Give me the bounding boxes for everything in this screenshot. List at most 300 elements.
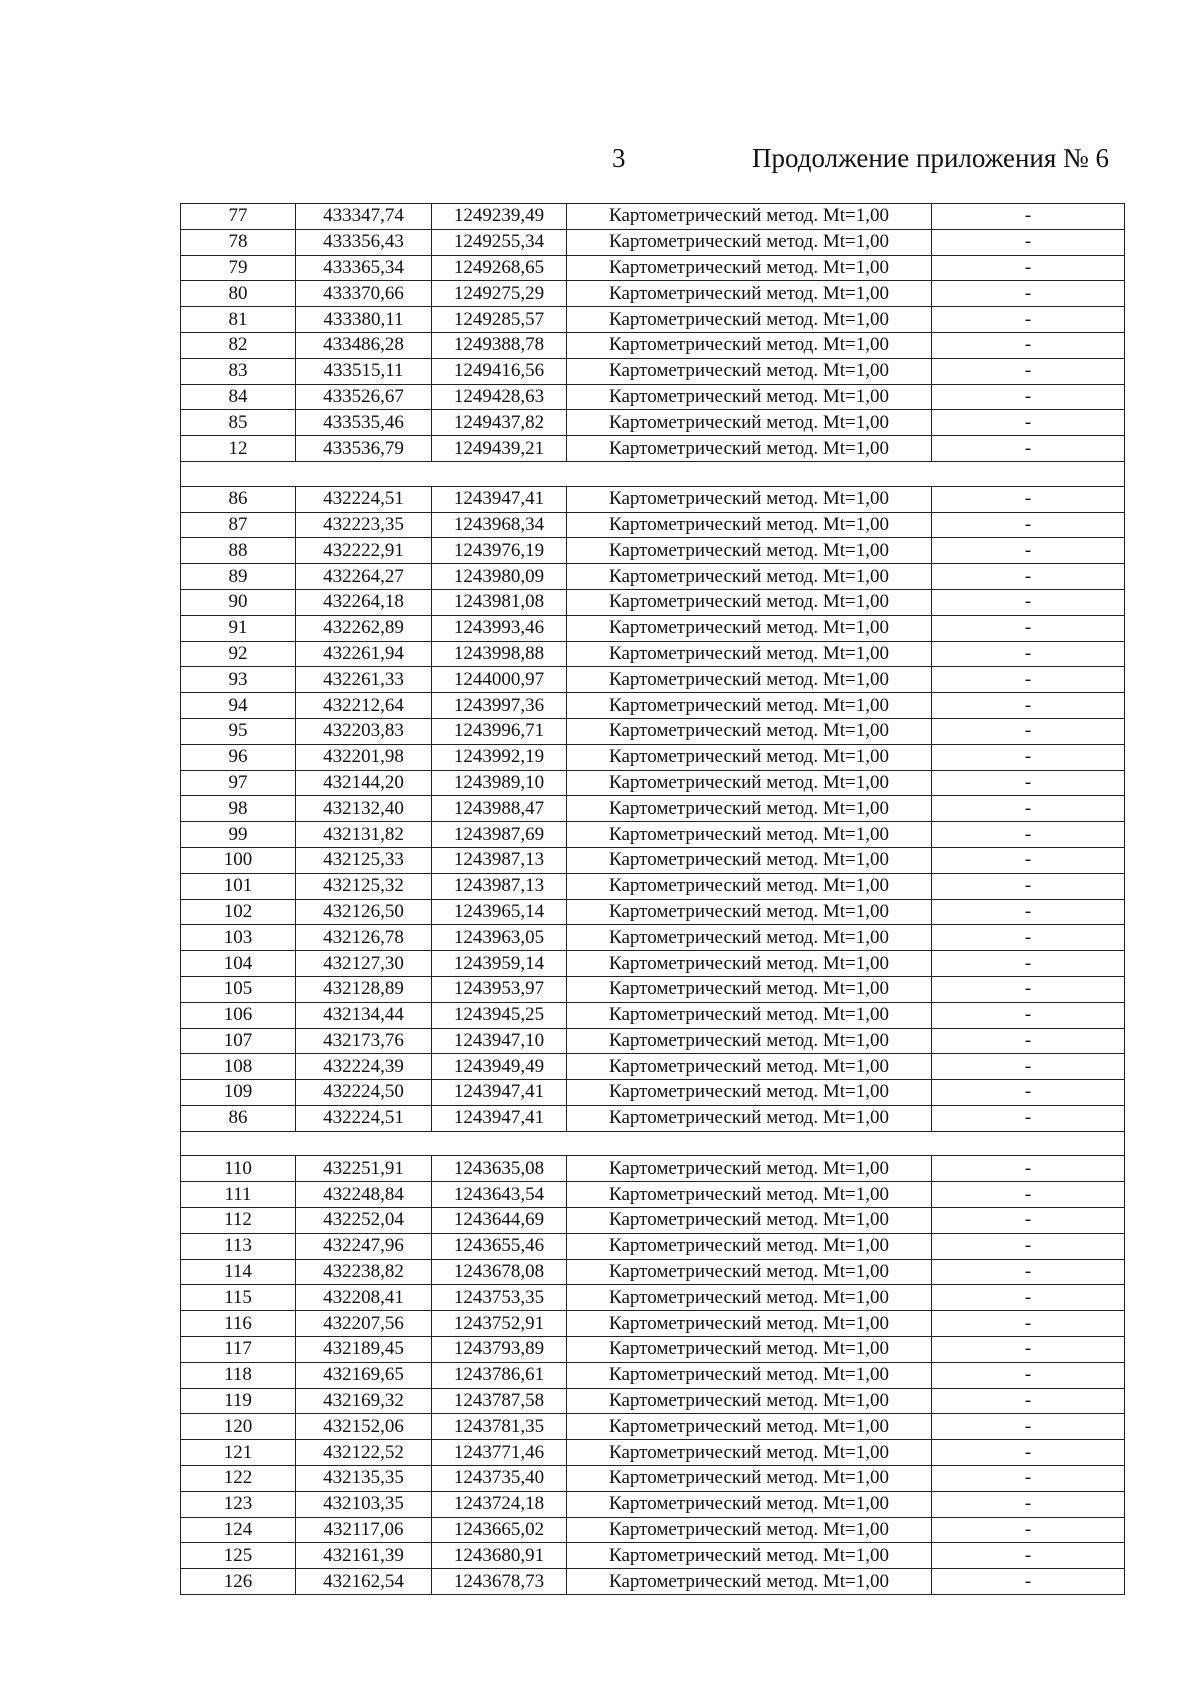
table-row	[181, 1028, 1125, 1054]
table-row	[181, 1569, 1125, 1595]
error-dash-cell: -	[932, 641, 1125, 667]
table-row	[181, 1054, 1125, 1080]
table-row	[181, 1259, 1125, 1285]
table-row	[181, 486, 1125, 512]
y-coordinate-cell: 1249239,49	[432, 204, 567, 230]
x-coordinate-cell: 433526,67	[296, 384, 432, 410]
group-separator-row	[181, 1131, 1125, 1156]
point-number-cell: 112	[181, 1208, 296, 1234]
y-coordinate-cell: 1243781,35	[432, 1414, 567, 1440]
x-coordinate-cell: 432161,39	[296, 1543, 432, 1569]
point-number-cell: 106	[181, 1002, 296, 1028]
error-dash-cell: -	[932, 770, 1125, 796]
table-row	[181, 358, 1125, 384]
y-coordinate-cell: 1243987,13	[432, 873, 567, 899]
x-coordinate-cell: 432103,35	[296, 1491, 432, 1517]
table-row	[181, 1156, 1125, 1182]
point-number-cell: 110	[181, 1156, 296, 1182]
point-number-cell: 105	[181, 976, 296, 1002]
x-coordinate-cell: 432223,35	[296, 512, 432, 538]
y-coordinate-cell: 1243988,47	[432, 796, 567, 822]
y-coordinate-cell: 1243793,89	[432, 1337, 567, 1363]
error-dash-cell: -	[932, 1233, 1125, 1259]
method-cell: Картометрический метод. Mt=1,00	[567, 1233, 932, 1259]
error-dash-cell: -	[932, 1054, 1125, 1080]
point-number-cell: 120	[181, 1414, 296, 1440]
error-dash-cell: -	[932, 538, 1125, 564]
point-number-cell: 82	[181, 332, 296, 358]
table-row	[181, 512, 1125, 538]
error-dash-cell: -	[932, 951, 1125, 977]
error-dash-cell: -	[932, 976, 1125, 1002]
error-dash-cell: -	[932, 1517, 1125, 1543]
x-coordinate-cell: 432162,54	[296, 1569, 432, 1595]
table-row	[181, 925, 1125, 951]
table-row	[181, 538, 1125, 564]
point-number-cell: 124	[181, 1517, 296, 1543]
y-coordinate-cell: 1243947,41	[432, 486, 567, 512]
error-dash-cell: -	[932, 744, 1125, 770]
x-coordinate-cell: 432222,91	[296, 538, 432, 564]
method-cell: Картометрический метод. Mt=1,00	[567, 1466, 932, 1492]
appendix-title: Продолжение приложения № 6	[752, 143, 1110, 173]
y-coordinate-cell: 1243949,49	[432, 1054, 567, 1080]
method-cell: Картометрический метод. Mt=1,00	[567, 1388, 932, 1414]
table-row	[181, 1440, 1125, 1466]
method-cell: Картометрический метод. Mt=1,00	[567, 847, 932, 873]
table-row	[181, 384, 1125, 410]
error-dash-cell: -	[932, 1182, 1125, 1208]
x-coordinate-cell: 432212,64	[296, 693, 432, 719]
point-number-cell: 12	[181, 436, 296, 462]
y-coordinate-cell: 1243992,19	[432, 744, 567, 770]
table-row	[181, 1337, 1125, 1363]
point-number-cell: 98	[181, 796, 296, 822]
x-coordinate-cell: 432264,18	[296, 589, 432, 615]
error-dash-cell: -	[932, 925, 1125, 951]
point-number-cell: 91	[181, 615, 296, 641]
method-cell: Картометрический метод. Mt=1,00	[567, 204, 932, 230]
table-row	[181, 899, 1125, 925]
point-number-cell: 96	[181, 744, 296, 770]
error-dash-cell: -	[932, 1311, 1125, 1337]
point-number-cell: 109	[181, 1080, 296, 1106]
x-coordinate-cell: 432173,76	[296, 1028, 432, 1054]
point-number-cell: 116	[181, 1311, 296, 1337]
method-cell: Картометрический метод. Mt=1,00	[567, 744, 932, 770]
separator-cell	[181, 461, 1125, 486]
error-dash-cell: -	[932, 1208, 1125, 1234]
method-cell: Картометрический метод. Mt=1,00	[567, 512, 932, 538]
method-cell: Картометрический метод. Mt=1,00	[567, 1259, 932, 1285]
y-coordinate-cell: 1243947,10	[432, 1028, 567, 1054]
x-coordinate-cell: 432144,20	[296, 770, 432, 796]
method-cell: Картометрический метод. Mt=1,00	[567, 332, 932, 358]
error-dash-cell: -	[932, 332, 1125, 358]
x-coordinate-cell: 432125,33	[296, 847, 432, 873]
error-dash-cell: -	[932, 512, 1125, 538]
table-row	[181, 1543, 1125, 1569]
y-coordinate-cell: 1243980,09	[432, 564, 567, 590]
point-number-cell: 85	[181, 410, 296, 436]
error-dash-cell: -	[932, 589, 1125, 615]
table-row	[181, 589, 1125, 615]
table-row	[181, 1362, 1125, 1388]
error-dash-cell: -	[932, 1491, 1125, 1517]
error-dash-cell: -	[932, 667, 1125, 693]
point-number-cell: 103	[181, 925, 296, 951]
table-row	[181, 229, 1125, 255]
method-cell: Картометрический метод. Mt=1,00	[567, 1569, 932, 1595]
table-row	[181, 770, 1125, 796]
x-coordinate-cell: 432126,50	[296, 899, 432, 925]
x-coordinate-cell: 432169,65	[296, 1362, 432, 1388]
method-cell: Картометрический метод. Mt=1,00	[567, 1414, 932, 1440]
table-row	[181, 976, 1125, 1002]
point-number-cell: 86	[181, 1105, 296, 1131]
error-dash-cell: -	[932, 436, 1125, 462]
x-coordinate-cell: 432261,33	[296, 667, 432, 693]
y-coordinate-cell: 1249255,34	[432, 229, 567, 255]
y-coordinate-cell: 1243665,02	[432, 1517, 567, 1543]
table-row	[181, 1491, 1125, 1517]
x-coordinate-cell: 432132,40	[296, 796, 432, 822]
table-row	[181, 822, 1125, 848]
x-coordinate-cell: 432208,41	[296, 1285, 432, 1311]
y-coordinate-cell: 1243981,08	[432, 589, 567, 615]
x-coordinate-cell: 432126,78	[296, 925, 432, 951]
table-row	[181, 1233, 1125, 1259]
table-row	[181, 204, 1125, 230]
y-coordinate-cell: 1243945,25	[432, 1002, 567, 1028]
table-row	[181, 1002, 1125, 1028]
x-coordinate-cell: 433356,43	[296, 229, 432, 255]
error-dash-cell: -	[932, 693, 1125, 719]
point-number-cell: 93	[181, 667, 296, 693]
error-dash-cell: -	[932, 718, 1125, 744]
x-coordinate-cell: 432134,44	[296, 1002, 432, 1028]
table-row	[181, 410, 1125, 436]
method-cell: Картометрический метод. Mt=1,00	[567, 873, 932, 899]
y-coordinate-cell: 1243993,46	[432, 615, 567, 641]
method-cell: Картометрический метод. Mt=1,00	[567, 538, 932, 564]
table-row	[181, 873, 1125, 899]
y-coordinate-cell: 1243953,97	[432, 976, 567, 1002]
method-cell: Картометрический метод. Mt=1,00	[567, 1517, 932, 1543]
error-dash-cell: -	[932, 822, 1125, 848]
method-cell: Картометрический метод. Mt=1,00	[567, 1543, 932, 1569]
error-dash-cell: -	[932, 1156, 1125, 1182]
error-dash-cell: -	[932, 615, 1125, 641]
error-dash-cell: -	[932, 1285, 1125, 1311]
point-number-cell: 86	[181, 486, 296, 512]
x-coordinate-cell: 433380,11	[296, 307, 432, 333]
table-row	[181, 1517, 1125, 1543]
y-coordinate-cell: 1243678,08	[432, 1259, 567, 1285]
method-cell: Картометрический метод. Mt=1,00	[567, 589, 932, 615]
x-coordinate-cell: 432169,32	[296, 1388, 432, 1414]
y-coordinate-cell: 1243998,88	[432, 641, 567, 667]
method-cell: Картометрический метод. Mt=1,00	[567, 693, 932, 719]
y-coordinate-cell: 1249268,65	[432, 255, 567, 281]
point-number-cell: 99	[181, 822, 296, 848]
x-coordinate-cell: 432224,51	[296, 1105, 432, 1131]
point-number-cell: 104	[181, 951, 296, 977]
error-dash-cell: -	[932, 1388, 1125, 1414]
y-coordinate-cell: 1243947,41	[432, 1105, 567, 1131]
y-coordinate-cell: 1249388,78	[432, 332, 567, 358]
x-coordinate-cell: 432224,51	[296, 486, 432, 512]
error-dash-cell: -	[932, 229, 1125, 255]
error-dash-cell: -	[932, 796, 1125, 822]
error-dash-cell: -	[932, 255, 1125, 281]
point-number-cell: 117	[181, 1337, 296, 1363]
method-cell: Картометрический метод. Mt=1,00	[567, 641, 932, 667]
table-row	[181, 1105, 1125, 1131]
y-coordinate-cell: 1243965,14	[432, 899, 567, 925]
method-cell: Картометрический метод. Mt=1,00	[567, 564, 932, 590]
error-dash-cell: -	[932, 307, 1125, 333]
table-row	[181, 615, 1125, 641]
y-coordinate-cell: 1243680,91	[432, 1543, 567, 1569]
y-coordinate-cell: 1243976,19	[432, 538, 567, 564]
method-cell: Картометрический метод. Mt=1,00	[567, 436, 932, 462]
x-coordinate-cell: 433486,28	[296, 332, 432, 358]
table-row	[181, 281, 1125, 307]
x-coordinate-cell: 432224,50	[296, 1080, 432, 1106]
error-dash-cell: -	[932, 1105, 1125, 1131]
x-coordinate-cell: 432128,89	[296, 976, 432, 1002]
method-cell: Картометрический метод. Mt=1,00	[567, 384, 932, 410]
point-number-cell: 83	[181, 358, 296, 384]
y-coordinate-cell: 1249428,63	[432, 384, 567, 410]
error-dash-cell: -	[932, 873, 1125, 899]
y-coordinate-cell: 1243655,46	[432, 1233, 567, 1259]
method-cell: Картометрический метод. Mt=1,00	[567, 1182, 932, 1208]
method-cell: Картометрический метод. Mt=1,00	[567, 1208, 932, 1234]
y-coordinate-cell: 1243678,73	[432, 1569, 567, 1595]
x-coordinate-cell: 433347,74	[296, 204, 432, 230]
point-number-cell: 97	[181, 770, 296, 796]
x-coordinate-cell: 432131,82	[296, 822, 432, 848]
table-row	[181, 1182, 1125, 1208]
method-cell: Картометрический метод. Mt=1,00	[567, 358, 932, 384]
method-cell: Картометрический метод. Mt=1,00	[567, 925, 932, 951]
x-coordinate-cell: 433365,34	[296, 255, 432, 281]
y-coordinate-cell: 1243947,41	[432, 1080, 567, 1106]
point-number-cell: 87	[181, 512, 296, 538]
error-dash-cell: -	[932, 1362, 1125, 1388]
x-coordinate-cell: 432125,32	[296, 873, 432, 899]
point-number-cell: 123	[181, 1491, 296, 1517]
point-number-cell: 114	[181, 1259, 296, 1285]
y-coordinate-cell: 1243635,08	[432, 1156, 567, 1182]
error-dash-cell: -	[932, 1259, 1125, 1285]
method-cell: Картометрический метод. Mt=1,00	[567, 307, 932, 333]
x-coordinate-cell: 432189,45	[296, 1337, 432, 1363]
table-row	[181, 951, 1125, 977]
method-cell: Картометрический метод. Mt=1,00	[567, 1362, 932, 1388]
point-number-cell: 101	[181, 873, 296, 899]
y-coordinate-cell: 1243752,91	[432, 1311, 567, 1337]
point-number-cell: 118	[181, 1362, 296, 1388]
method-cell: Картометрический метод. Mt=1,00	[567, 255, 932, 281]
y-coordinate-cell: 1249285,57	[432, 307, 567, 333]
table-row	[181, 564, 1125, 590]
x-coordinate-cell: 432261,94	[296, 641, 432, 667]
y-coordinate-cell: 1243735,40	[432, 1466, 567, 1492]
y-coordinate-cell: 1249416,56	[432, 358, 567, 384]
error-dash-cell: -	[932, 281, 1125, 307]
table-row	[181, 1285, 1125, 1311]
table-row	[181, 1080, 1125, 1106]
table-row	[181, 307, 1125, 333]
point-number-cell: 107	[181, 1028, 296, 1054]
x-coordinate-cell: 432207,56	[296, 1311, 432, 1337]
x-coordinate-cell: 432152,06	[296, 1414, 432, 1440]
point-number-cell: 90	[181, 589, 296, 615]
error-dash-cell: -	[932, 1080, 1125, 1106]
x-coordinate-cell: 432247,96	[296, 1233, 432, 1259]
x-coordinate-cell: 433536,79	[296, 436, 432, 462]
x-coordinate-cell: 432238,82	[296, 1259, 432, 1285]
method-cell: Картометрический метод. Mt=1,00	[567, 899, 932, 925]
error-dash-cell: -	[932, 899, 1125, 925]
point-number-cell: 84	[181, 384, 296, 410]
error-dash-cell: -	[932, 847, 1125, 873]
error-dash-cell: -	[932, 1414, 1125, 1440]
y-coordinate-cell: 1243644,69	[432, 1208, 567, 1234]
point-number-cell: 119	[181, 1388, 296, 1414]
method-cell: Картометрический метод. Mt=1,00	[567, 229, 932, 255]
method-cell: Картометрический метод. Mt=1,00	[567, 281, 932, 307]
x-coordinate-cell: 432224,39	[296, 1054, 432, 1080]
method-cell: Картометрический метод. Mt=1,00	[567, 486, 932, 512]
table-row	[181, 718, 1125, 744]
point-number-cell: 108	[181, 1054, 296, 1080]
error-dash-cell: -	[932, 1440, 1125, 1466]
x-coordinate-cell: 432135,35	[296, 1466, 432, 1492]
y-coordinate-cell: 1249439,21	[432, 436, 567, 462]
point-number-cell: 92	[181, 641, 296, 667]
error-dash-cell: -	[932, 1337, 1125, 1363]
x-coordinate-cell: 432117,06	[296, 1517, 432, 1543]
point-number-cell: 79	[181, 255, 296, 281]
y-coordinate-cell: 1243968,34	[432, 512, 567, 538]
x-coordinate-cell: 432264,27	[296, 564, 432, 590]
x-coordinate-cell: 432251,91	[296, 1156, 432, 1182]
point-number-cell: 115	[181, 1285, 296, 1311]
y-coordinate-cell: 1243963,05	[432, 925, 567, 951]
method-cell: Картометрический метод. Mt=1,00	[567, 770, 932, 796]
point-number-cell: 78	[181, 229, 296, 255]
method-cell: Картометрический метод. Mt=1,00	[567, 1028, 932, 1054]
x-coordinate-cell: 432248,84	[296, 1182, 432, 1208]
error-dash-cell: -	[932, 1466, 1125, 1492]
point-number-cell: 121	[181, 1440, 296, 1466]
separator-cell	[181, 1131, 1125, 1156]
method-cell: Картометрический метод. Mt=1,00	[567, 1440, 932, 1466]
method-cell: Картометрический метод. Mt=1,00	[567, 796, 932, 822]
method-cell: Картометрический метод. Mt=1,00	[567, 718, 932, 744]
error-dash-cell: -	[932, 1002, 1125, 1028]
x-coordinate-cell: 432252,04	[296, 1208, 432, 1234]
method-cell: Картометрический метод. Mt=1,00	[567, 1105, 932, 1131]
error-dash-cell: -	[932, 1543, 1125, 1569]
error-dash-cell: -	[932, 486, 1125, 512]
table-row	[181, 693, 1125, 719]
table-row	[181, 1414, 1125, 1440]
y-coordinate-cell: 1243987,13	[432, 847, 567, 873]
method-cell: Картометрический метод. Mt=1,00	[567, 1311, 932, 1337]
method-cell: Картометрический метод. Mt=1,00	[567, 615, 932, 641]
method-cell: Картометрический метод. Mt=1,00	[567, 1156, 932, 1182]
y-coordinate-cell: 1243997,36	[432, 693, 567, 719]
x-coordinate-cell: 433515,11	[296, 358, 432, 384]
table-row	[181, 847, 1125, 873]
table-row	[181, 1311, 1125, 1337]
point-number-cell: 100	[181, 847, 296, 873]
error-dash-cell: -	[932, 358, 1125, 384]
table-row	[181, 667, 1125, 693]
point-number-cell: 89	[181, 564, 296, 590]
group-separator-row	[181, 461, 1125, 486]
point-number-cell: 102	[181, 899, 296, 925]
y-coordinate-cell: 1243996,71	[432, 718, 567, 744]
y-coordinate-cell: 1243987,69	[432, 822, 567, 848]
x-coordinate-cell: 432127,30	[296, 951, 432, 977]
method-cell: Картометрический метод. Mt=1,00	[567, 1054, 932, 1080]
point-number-cell: 94	[181, 693, 296, 719]
error-dash-cell: -	[932, 1569, 1125, 1595]
y-coordinate-cell: 1243643,54	[432, 1182, 567, 1208]
x-coordinate-cell: 433535,46	[296, 410, 432, 436]
method-cell: Картометрический метод. Mt=1,00	[567, 951, 932, 977]
method-cell: Картометрический метод. Mt=1,00	[567, 976, 932, 1002]
point-number-cell: 95	[181, 718, 296, 744]
table-row	[181, 744, 1125, 770]
method-cell: Картометрический метод. Mt=1,00	[567, 410, 932, 436]
point-number-cell: 122	[181, 1466, 296, 1492]
error-dash-cell: -	[932, 204, 1125, 230]
x-coordinate-cell: 432122,52	[296, 1440, 432, 1466]
method-cell: Картометрический метод. Mt=1,00	[567, 1337, 932, 1363]
method-cell: Картометрический метод. Mt=1,00	[567, 822, 932, 848]
y-coordinate-cell: 1249437,82	[432, 410, 567, 436]
method-cell: Картометрический метод. Mt=1,00	[567, 1491, 932, 1517]
y-coordinate-cell: 1243753,35	[432, 1285, 567, 1311]
table-row	[181, 1388, 1125, 1414]
y-coordinate-cell: 1244000,97	[432, 667, 567, 693]
y-coordinate-cell: 1243724,18	[432, 1491, 567, 1517]
table-row	[181, 255, 1125, 281]
point-number-cell: 81	[181, 307, 296, 333]
table-row	[181, 641, 1125, 667]
y-coordinate-cell: 1249275,29	[432, 281, 567, 307]
table-row	[181, 796, 1125, 822]
y-coordinate-cell: 1243787,58	[432, 1388, 567, 1414]
y-coordinate-cell: 1243989,10	[432, 770, 567, 796]
point-number-cell: 111	[181, 1182, 296, 1208]
error-dash-cell: -	[932, 564, 1125, 590]
point-number-cell: 125	[181, 1543, 296, 1569]
x-coordinate-cell: 432203,83	[296, 718, 432, 744]
table-row	[181, 332, 1125, 358]
x-coordinate-cell: 433370,66	[296, 281, 432, 307]
y-coordinate-cell: 1243771,46	[432, 1440, 567, 1466]
page-number: 3	[612, 143, 626, 173]
y-coordinate-cell: 1243786,61	[432, 1362, 567, 1388]
